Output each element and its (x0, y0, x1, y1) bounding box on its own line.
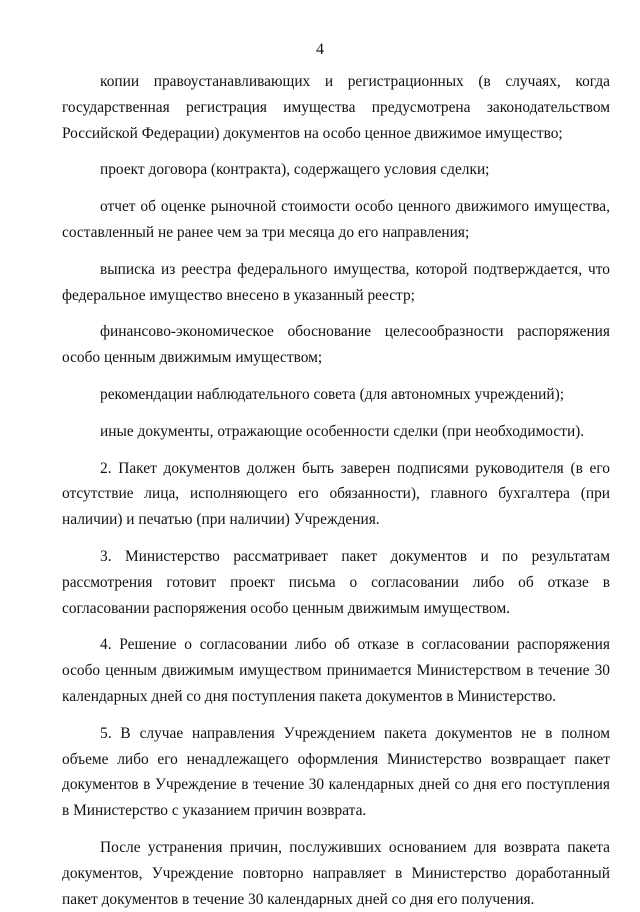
paragraph-item-2: 2. Пакет документов должен быть заверен подписями руководителя (в его отсутствие лица, исполняющего его обязанности), главного бухгалтера (при наличии) и печатью (при наличии) Учреждения. (62, 459, 610, 529)
document-body (62, 69, 610, 912)
paragraph-copies-of-title-documents: копии правоустанавливающих и регистрационных (в случаях, когда государственная регистрация имущества предусмотрена законодательством Российской Федерации) документов на особо ценное движимое имущество; (62, 73, 610, 142)
paragraph-item-5: 5. В случае направления Учреждением пакета документов не в полном объеме либо его ненадлежащего оформления Министерство возвращает пакет документов в Учреждение в течение 30 календарных дней со дня его поступления в Министерство с указанием причин возврата. (62, 724, 610, 820)
paragraph-draft-contract: проект договора (контракта), содержащего условия сделки; (100, 161, 490, 179)
paragraph-item-3: 3. Министерство рассматривает пакет документов и по результатам рассмотрения готовит проект письма о согласовании либо об отказе в согласовании распоряжения особо ценным движимым имуществом. (62, 547, 610, 617)
paragraph-item-4: 4. Решение о согласовании либо об отказе в согласовании распоряжения особо ценным движимым имуществом принимается Министерством в течение 30 календарных дней со дня поступления пакета документов в Министерство. (62, 636, 610, 705)
paragraph-registry-extract: выписка из реестра федерального имущества, которой подтверждается, что федеральное имущество внесено в указанный реестр; (62, 260, 610, 304)
page-number: 4 (316, 41, 324, 58)
paragraph-supervisory-board-recommendations: рекомендации наблюдательного совета (для автономных учреждений); (100, 385, 564, 403)
paragraph-financial-justification: финансово-экономическое обоснование целесообразности распоряжения особо ценным движимым имуществом; (62, 323, 610, 367)
paragraph-resubmission: После устранения причин, послуживших основанием для возврата пакета документов, Учреждение повторно направляет в Министерство доработанный пакет документов в течение 30 календарных дней со дня его получения. (62, 838, 610, 908)
paragraph-valuation-report: отчет об оценке рыночной стоимости особо ценного движимого имущества, составленный не ранее чем за три месяца до его направления; (62, 198, 610, 241)
paragraph-other-documents: иные документы, отражающие особенности сделки (при необходимости). (100, 422, 585, 440)
